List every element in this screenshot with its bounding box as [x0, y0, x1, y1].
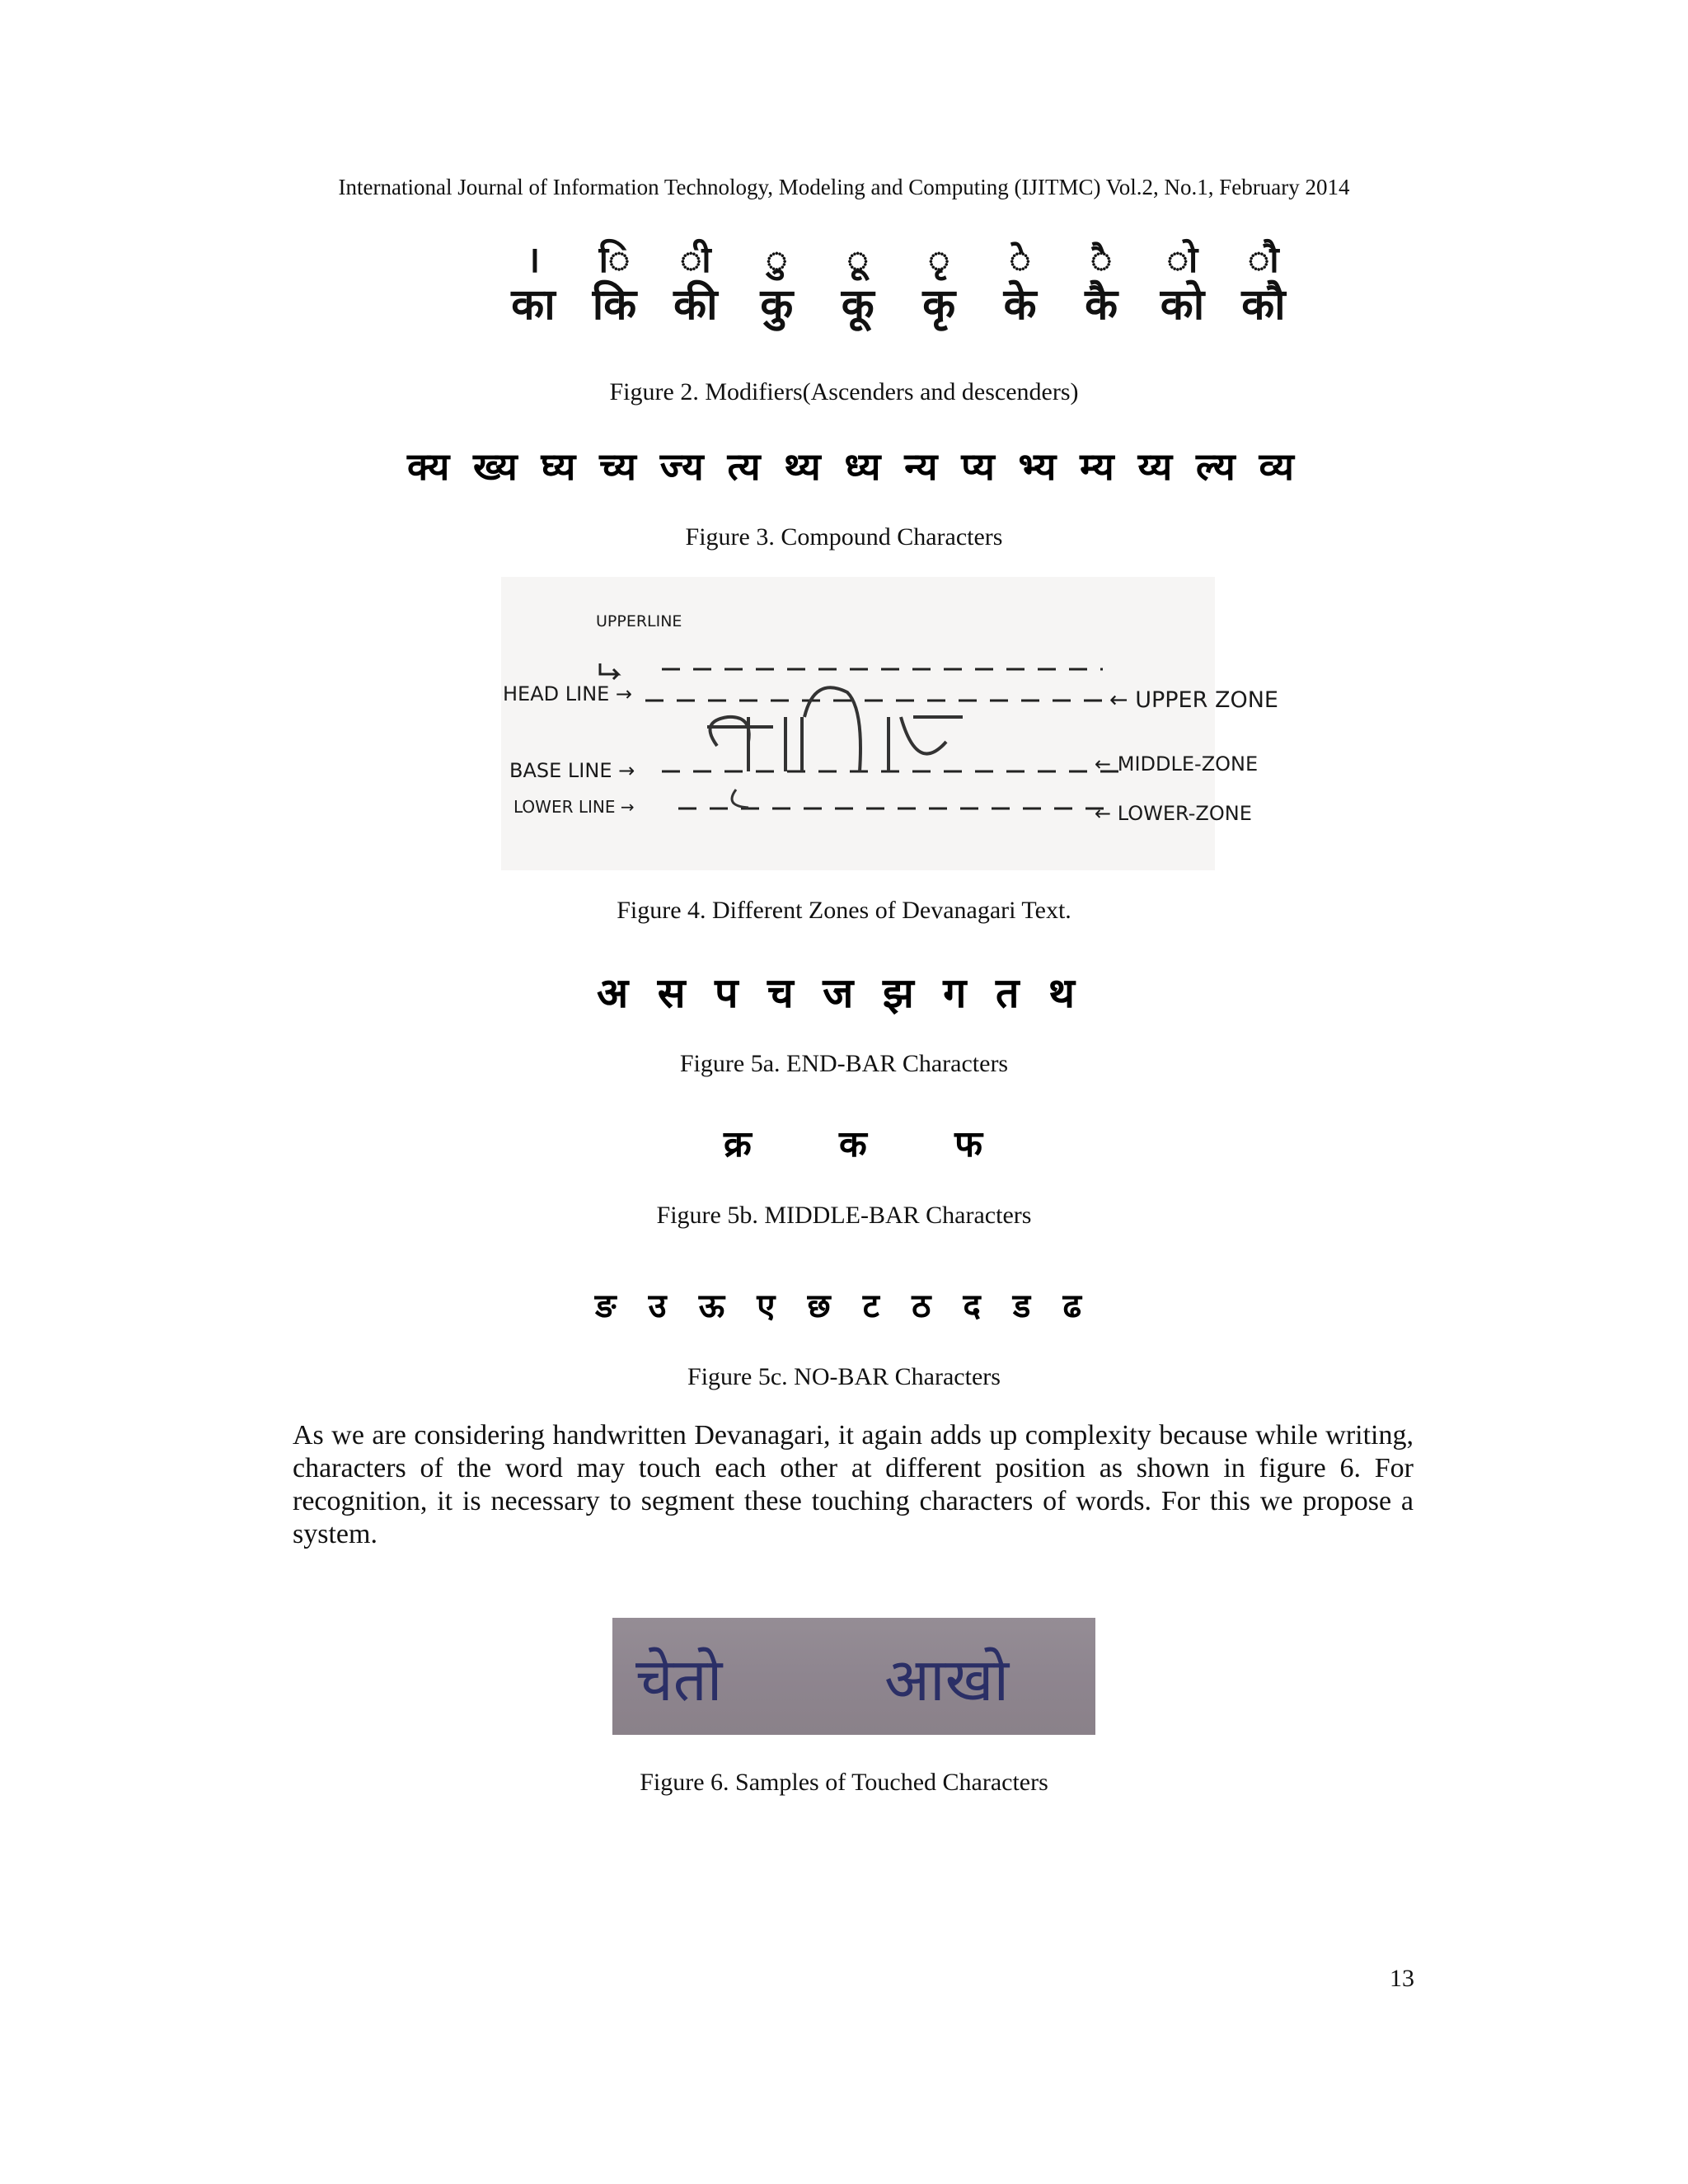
- modifier-glyph: ू: [846, 239, 869, 281]
- no-bar-char: ट: [862, 1286, 879, 1325]
- figure-5b-middle-bar-characters: [724, 1122, 982, 1165]
- figure-3-compound-characters: [407, 438, 1294, 493]
- upper-line-label: UPPERLINE: [596, 612, 682, 630]
- compound-char: त्य: [727, 444, 761, 489]
- compound-char: च्य: [599, 444, 636, 489]
- figure-2-modifiers: [504, 239, 1292, 330]
- body-paragraph: As we are considering handwritten Devanagari, it again adds up complexity because while writing, characters of the word may touch each other at different position as shown in figure 6. For recognition, it is necessary to segment these touching characters of words. For this we propose a system.: [293, 1420, 1414, 1549]
- no-bar-char: ङ: [595, 1286, 617, 1325]
- no-bar-char: उ: [648, 1286, 667, 1325]
- middle-bar-char: क: [839, 1123, 867, 1165]
- head-line-label: HEAD LINE →: [503, 682, 633, 705]
- journal-header: International Journal of Information Technology, Modeling and Computing (IJITMC) Vol.2, No.1, February 2014: [338, 175, 1350, 199]
- figure-3-caption: Figure 3. Compound Characters: [685, 523, 1003, 551]
- sample-word-2: आखो: [884, 1645, 1010, 1714]
- modifier-glyph: ि: [598, 239, 631, 281]
- figure-6-caption: Figure 6. Samples of Touched Characters: [640, 1769, 1048, 1796]
- end-bar-char: ज: [823, 969, 854, 1017]
- middle-bar-char: फ: [954, 1123, 982, 1165]
- figure-2-caption: Figure 2. Modifiers(Ascenders and descenders): [609, 378, 1079, 405]
- modifier-glyph: ।: [526, 239, 541, 281]
- modifier-glyph: ृ: [928, 239, 950, 281]
- no-bar-char: ठ: [912, 1286, 931, 1325]
- figure-6-touched-characters-photo: [612, 1618, 1095, 1735]
- modified-character: को: [1160, 280, 1205, 330]
- modifier-column: [748, 241, 805, 330]
- modifier-column: [1072, 241, 1130, 330]
- modifier-column: [667, 241, 724, 330]
- upper-zone-text: UPPER ZONE: [1135, 687, 1278, 713]
- compound-char: क्य: [407, 444, 450, 489]
- no-bar-char: ए: [757, 1286, 776, 1325]
- modified-character: कै: [1085, 280, 1118, 330]
- compound-char: थ्य: [784, 444, 821, 489]
- modifier-glyph: ी: [680, 239, 711, 281]
- modifier-column: [992, 241, 1049, 330]
- middle-bar-char: क्र: [724, 1123, 752, 1165]
- compound-char: म्य: [1080, 444, 1114, 489]
- figure-4-caption: Figure 4. Different Zones of Devanagari Text.: [617, 897, 1071, 924]
- modifier-glyph: ै: [1090, 239, 1113, 281]
- modified-character: कू: [841, 280, 874, 330]
- zones-sketch-image: [501, 577, 1278, 870]
- modified-character: कि: [592, 280, 637, 330]
- sample-word-1: चेतो: [635, 1645, 723, 1714]
- middle-zone-label: ← MIDDLE-ZONE: [1095, 752, 1259, 776]
- modifier-column: [1235, 241, 1292, 330]
- compound-char: व्य: [1259, 444, 1294, 489]
- figure-5b-caption: Figure 5b. MIDDLE-BAR Characters: [656, 1202, 1032, 1229]
- no-bar-char: छ: [807, 1286, 831, 1325]
- lower-line-label: LOWER LINE →: [513, 797, 635, 817]
- figure-5a-caption: Figure 5a. END-BAR Characters: [679, 1050, 1009, 1077]
- end-bar-char: त: [995, 969, 1020, 1017]
- modified-character: का: [511, 280, 556, 330]
- touched-characters-photo: [612, 1618, 1095, 1735]
- end-bar-char: अ: [597, 969, 629, 1017]
- figure-5a-end-bar-characters: [597, 966, 1075, 1017]
- end-bar-char: च: [767, 969, 794, 1017]
- end-bar-char: झ: [882, 969, 914, 1017]
- page-number: 13: [1390, 1965, 1414, 1992]
- modified-character: की: [673, 280, 718, 330]
- modifier-column: [910, 241, 968, 330]
- figure-4-zones-sketch: [501, 577, 1278, 870]
- compound-char: न्य: [904, 444, 938, 489]
- compound-char: घ्य: [541, 444, 576, 489]
- compound-char: ध्य: [844, 444, 881, 489]
- modifier-column: [504, 241, 562, 330]
- end-bar-char: प: [715, 969, 738, 1017]
- compound-char: ल्य: [1196, 444, 1236, 489]
- compound-char: य्य: [1137, 444, 1173, 489]
- modifier-column: [585, 241, 643, 330]
- no-bar-char: द: [963, 1286, 981, 1325]
- modifier-column: [1154, 241, 1212, 330]
- middle-zone-text: MIDDLE-ZONE: [1117, 752, 1259, 776]
- compound-char: प्य: [961, 444, 995, 489]
- end-bar-char: स: [657, 969, 686, 1017]
- no-bar-char: ऊ: [698, 1286, 725, 1325]
- modifier-glyph: े: [1009, 239, 1031, 281]
- modified-character: के: [1003, 280, 1037, 330]
- lower-zone-text: LOWER-ZONE: [1117, 802, 1252, 825]
- modified-character: कौ: [1241, 280, 1286, 330]
- lower-zone-label: ← LOWER-ZONE: [1095, 802, 1252, 825]
- figure-5c-no-bar-characters: [595, 1282, 1081, 1325]
- end-bar-char: ग: [943, 969, 967, 1017]
- base-line-label: BASE LINE →: [509, 759, 635, 782]
- modifier-glyph: ु: [766, 239, 788, 281]
- modifier-glyph: ो: [1166, 239, 1198, 281]
- upper-zone-label: ← UPPER ZONE: [1109, 687, 1278, 713]
- compound-char: भ्य: [1018, 444, 1057, 489]
- compound-char: ख्य: [473, 444, 518, 489]
- modifier-glyph: ौ: [1248, 239, 1279, 281]
- end-bar-char: थ: [1048, 969, 1075, 1017]
- figure-5c-caption: Figure 5c. NO-BAR Characters: [687, 1363, 1001, 1390]
- no-bar-char: ड: [1012, 1286, 1031, 1325]
- no-bar-char: ढ: [1062, 1286, 1081, 1325]
- compound-char: ज्य: [659, 444, 704, 489]
- modified-character: कु: [760, 280, 794, 330]
- modifier-column: [829, 241, 887, 330]
- modified-character: कृ: [922, 280, 956, 330]
